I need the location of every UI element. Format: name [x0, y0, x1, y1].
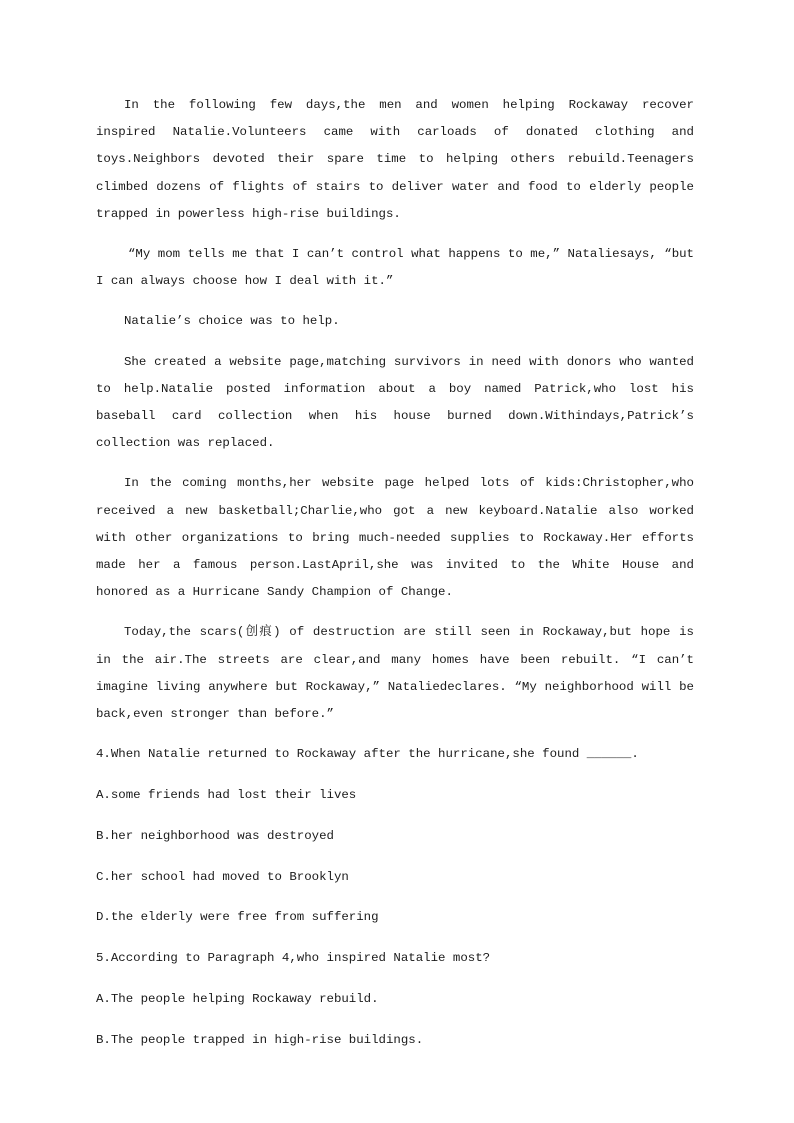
paragraph-volunteers: In the following few days,the men and women helping Rockaway recover inspired Natalie.Volunteers came with carloads of donated clothing and toys.Neighbors devoted their spare time to helping others rebuild.Teenagers climbed dozens of flights of stairs to deliver water and food to elderly people trapped in powerless high-rise buildings. [96, 98, 694, 221]
option-d: D.the elderly were free from suffering [96, 910, 379, 925]
option-c: C.her school had moved to Brooklyn [96, 869, 349, 884]
question-stem: 5.According to Paragraph 4,who inspired Natalie most? [96, 951, 491, 966]
paragraph-today: Today,the scars(创痕) of destruction are still seen in Rockaway,but hope is in the air.The streets are clear,and many homes have been rebuilt. “I can’t imagine living anywhere but Rockaway,” Nataliedeclares. “My neighborhood will be back,even stronger than before.” [96, 625, 694, 722]
paragraph-mom-quote: “My mom tells me that I can’t control what happens to me,” Nataliesays, “but I can always choose how I deal with it.” [96, 247, 694, 289]
question-4 [96, 741, 694, 931]
document-content [96, 92, 694, 1068]
option-b: B.her neighborhood was destroyed [96, 828, 334, 843]
paragraph-website: She created a website page,matching survivors in need with donors who wanted to help.Natalie posted information about a boy named Patrick,who lost his baseball card collection when his house burned down.Withindays,Patrick’s collection was replaced. [96, 354, 694, 451]
question-stem: 4.When Natalie returned to Rockaway after the hurricane,she found ______. [96, 747, 639, 762]
paragraph-choice: Natalie’s choice was to help. [124, 314, 340, 329]
option-a: A.The people helping Rockaway rebuild. [96, 992, 379, 1007]
question-5 [96, 945, 694, 1054]
option-a: A.some friends had lost their lives [96, 788, 357, 803]
paragraph-coming-months: In the coming months,her website page helped lots of kids:Christopher,who received a new basketball;Charlie,who got a new keyboard.Natalie also worked with other organizations to bring much-needed supplies to Rockaway.Her efforts made her a famous person.LastApril,she was invited to the White House and honored as a Hurricane Sandy Champion of Change. [96, 476, 694, 600]
option-b: B.The people trapped in high-rise buildings. [96, 1032, 424, 1047]
